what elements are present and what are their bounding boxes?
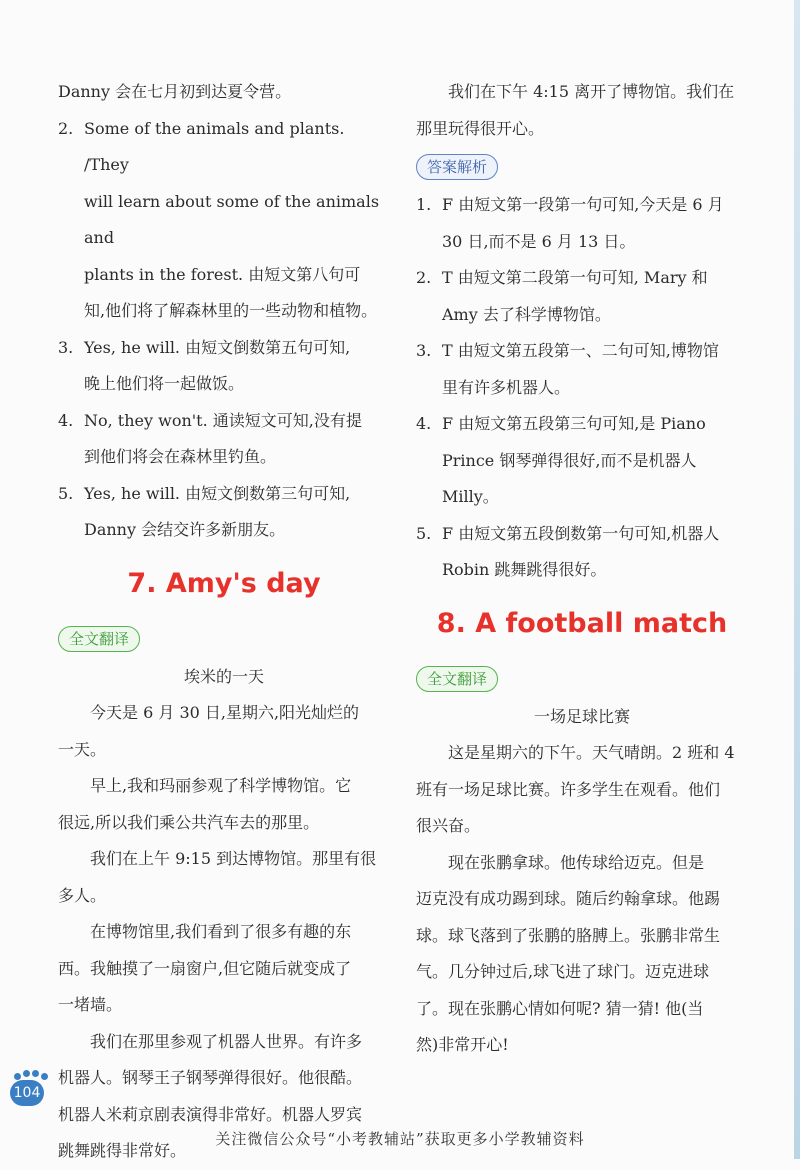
page-edge <box>794 0 800 1159</box>
footer-note: 关注微信公众号“小考教辅站”获取更多小学教辅资料 <box>215 1130 585 1148</box>
answer-1-continuation: Danny 会在七月初到达夏令营。 <box>58 82 292 101</box>
translation-subtitle-2: 一场足球比赛 <box>533 706 630 726</box>
translation-badge: 全文翻译 <box>58 626 140 652</box>
section-title-7: 7. Amy's day <box>127 567 321 599</box>
answer-analysis-badge: 答案解析 <box>416 154 498 180</box>
right-column: 我们在下午 4:15 离开了博物馆。我们在 那里玩得很开心。 答案解析 1. F 由短文第一段第一句可知,今天是 6 月 30 日,而不是 6 月 13 日。 2. T 由短文第二段第一句可知, Mary 和 Amy 去了科学博物馆。 3. T 由短文第五段第一、二句可知,博物馆 里有许多机器人。 4. F 由短文第五段第三句可知,是 Piano Prince 钢琴弹得很好,而不是机器人 Milly。 5. F 由短文第五段倒数第一句可知,机器人 Robin 跳舞跳得很好。 8. A football match 全文翻译 一场足球比赛 这是星期六的下午。天气晴朗。2 班和 4 班有一场足球比赛。许多学生在观看。他们 很兴奋。 现在张鹏拿球。他传球给迈克。但是 迈克没有成功踢到球。随后约翰拿球。他踢 球。球飞落到了张鹏的胳膊上。张鹏非常生 气。几分钟过后,球飞进了球门。迈克进球 了。现在张鹏心情如何呢? 猜一猜! 他(当 然)非常开心! <box>416 74 748 1064</box>
answer-item-4: 4. No, they won't. 通读短文可知,没有提 <box>58 410 362 430</box>
analysis-item-3: 3. T 由短文第五段第一、二句可知,博物馆 <box>416 341 719 360</box>
left-column: Danny 会在七月初到达夏令营。 2. Some of the animals and plants. /They will learn about some of the animals and plants in the forest. 由短文第八句可 知,他们将了解森林里的一些动物和植物。 3. Yes, he will. 由短文倒数第五句可知, 晚上他们将一起做饭。 4. No, they won't. 通读短文可知,没有提 到他们将会在森林里钓鱼。 5. Yes, he will. 由短文倒数第三句可知, Danny 会结交许多新朋友。 7. Amy's day 全文翻译 埃米的一天 今天是 6 月 30 日,星期六,阳光灿烂的 一天。 早上,我和玛丽参观了科学博物馆。它 很远,所以我们乘公共汽车去的那里。 我们在上午 9:15 到达博物馆。那里有很 多人。 在博物馆里,我们看到了很多有趣的东 西。我触摸了一扇窗户,但它随后就变成了 一堵墙。 我们在那里参观了机器人世界。有许多 机器人。钢琴王子钢琴弹得很好。他很酷。 机器人米莉京剧表演得非常好。机器人罗宾 跳舞跳得非常好。 <box>58 74 390 1170</box>
translation-badge-2: 全文翻译 <box>416 666 498 692</box>
translation-subtitle: 埃米的一天 <box>183 666 264 686</box>
paw-decoration-icon <box>12 1070 48 1080</box>
answer-item-2: 2. Some of the animals and plants. /They <box>58 118 345 174</box>
analysis-item-5: 5. F 由短文第五段倒数第一句可知,机器人 <box>416 523 720 543</box>
answer-item-5: 5. Yes, he will. 由短文倒数第三句可知, <box>58 483 351 503</box>
page-number: 104 <box>10 1080 44 1106</box>
analysis-item-4: 4. F 由短文第五段第三句可知,是 Piano <box>416 414 706 433</box>
analysis-item-1: 1. F 由短文第一段第一句可知,今天是 6 月 <box>416 195 724 214</box>
answer-item-3: 3. Yes, he will. 由短文倒数第五句可知, <box>58 337 351 357</box>
analysis-item-2: 2. T 由短文第二段第一句可知, Mary 和 <box>416 268 708 287</box>
section-title-8: 8. A football match <box>436 607 728 639</box>
